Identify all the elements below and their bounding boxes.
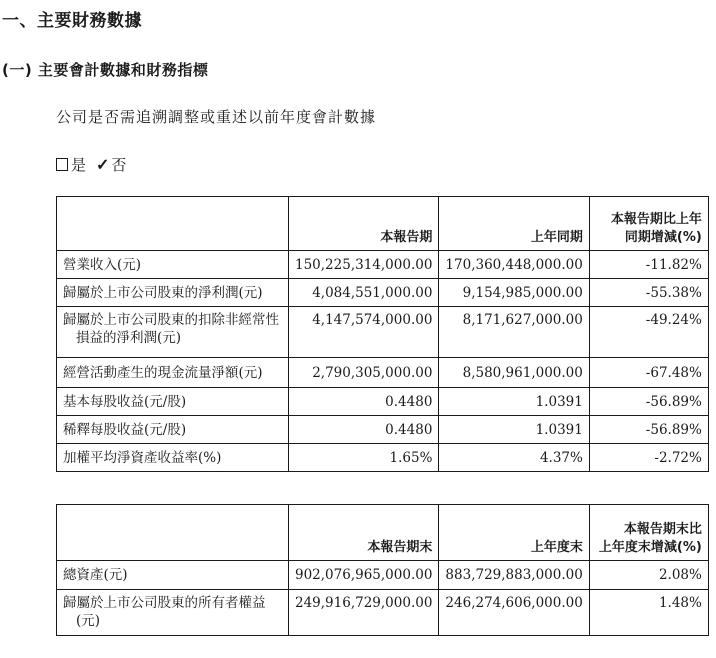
row-label-line1: 歸屬於上市公司股東的扣除非經常性 (63, 312, 279, 328)
checkmark-icon: ✓ (96, 155, 110, 174)
header-change-line2: 同期增減(%) (624, 230, 702, 245)
current-value: 249,916,729,000.00 (289, 590, 439, 636)
current-value: 2,790,305,000.00 (289, 358, 439, 388)
header-previous-year-end: 上年度末 (439, 505, 589, 561)
current-value: 902,076,965,000.00 (289, 561, 439, 590)
change-value: -56.89% (589, 388, 708, 416)
row-label: 經營活動產生的現金流量淨額(元) (57, 358, 289, 388)
row-label: 加權平均淨資產收益率(%) (57, 444, 289, 472)
change-value: 1.48% (589, 590, 708, 636)
change-value: -55.38% (589, 279, 708, 307)
header-current-period-end: 本報告期末 (289, 505, 439, 561)
row-label-line2: 損益的淨利潤(元) (76, 330, 182, 346)
table-row (57, 307, 709, 358)
current-value: 0.4480 (289, 388, 439, 416)
table-header-row (57, 197, 709, 251)
row-label (57, 590, 289, 636)
change-value: -67.48% (589, 358, 708, 388)
header-change-line1: 本報告期末比 (623, 522, 702, 537)
header-blank-cell (57, 505, 289, 561)
row-label-line2: (元) (76, 613, 101, 629)
previous-value: 4.37% (439, 444, 589, 472)
table-row (57, 590, 709, 636)
restatement-options (56, 154, 126, 175)
row-label: 營業收入(元) (57, 251, 289, 279)
change-value: 2.08% (589, 561, 708, 590)
table-row (57, 444, 709, 472)
balance-data-table (56, 504, 709, 636)
previous-value: 1.0391 (439, 388, 589, 416)
table-row (57, 251, 709, 279)
header-change-line2: 上年度末增減(%) (598, 540, 702, 555)
financial-data-table (56, 196, 709, 472)
row-label: 稀釋每股收益(元/股) (57, 416, 289, 444)
row-label-line1: 歸屬於上市公司股東的所有者權益 (63, 595, 266, 611)
table-row (57, 416, 709, 444)
change-value: -11.82% (589, 251, 708, 279)
current-value: 1.65% (289, 444, 439, 472)
change-value: -2.72% (589, 444, 708, 472)
current-value: 4,084,551,000.00 (289, 279, 439, 307)
row-label: 總資產(元) (57, 561, 289, 590)
table-row (57, 388, 709, 416)
row-label: 歸屬於上市公司股東的淨利潤(元) (57, 279, 289, 307)
previous-value: 246,274,606,000.00 (439, 590, 589, 636)
option-yes-label: 是 (71, 156, 87, 174)
restatement-question: 公司是否需追溯調整或重述以前年度會計數據 (56, 108, 377, 126)
change-value: -49.24% (589, 307, 708, 358)
current-value: 4,147,574,000.00 (289, 307, 439, 358)
previous-value: 883,729,883,000.00 (439, 561, 589, 590)
table-row (57, 358, 709, 388)
previous-value: 8,171,627,000.00 (439, 307, 589, 358)
table-row (57, 561, 709, 590)
header-change (589, 197, 708, 251)
previous-value: 9,154,985,000.00 (439, 279, 589, 307)
header-current-period: 本報告期 (289, 197, 439, 251)
header-change (589, 505, 708, 561)
empty-checkbox-icon (56, 158, 68, 171)
previous-value: 1.0391 (439, 416, 589, 444)
section-title: 一、主要財務數據 (2, 11, 142, 31)
table-row (57, 279, 709, 307)
current-value: 150,225,314,000.00 (289, 251, 439, 279)
table-header-row (57, 505, 709, 561)
option-no-label: 否 (111, 156, 127, 174)
previous-value: 8,580,961,000.00 (439, 358, 589, 388)
header-previous-period: 上年同期 (439, 197, 589, 251)
header-blank-cell (57, 197, 289, 251)
subsection-title: (一) 主要會計數據和財務指標 (2, 61, 209, 79)
current-value: 0.4480 (289, 416, 439, 444)
row-label: 基本每股收益(元/股) (57, 388, 289, 416)
previous-value: 170,360,448,000.00 (439, 251, 589, 279)
row-label (57, 307, 289, 358)
change-value: -56.89% (589, 416, 708, 444)
header-change-line1: 本報告期比上年 (610, 212, 702, 227)
